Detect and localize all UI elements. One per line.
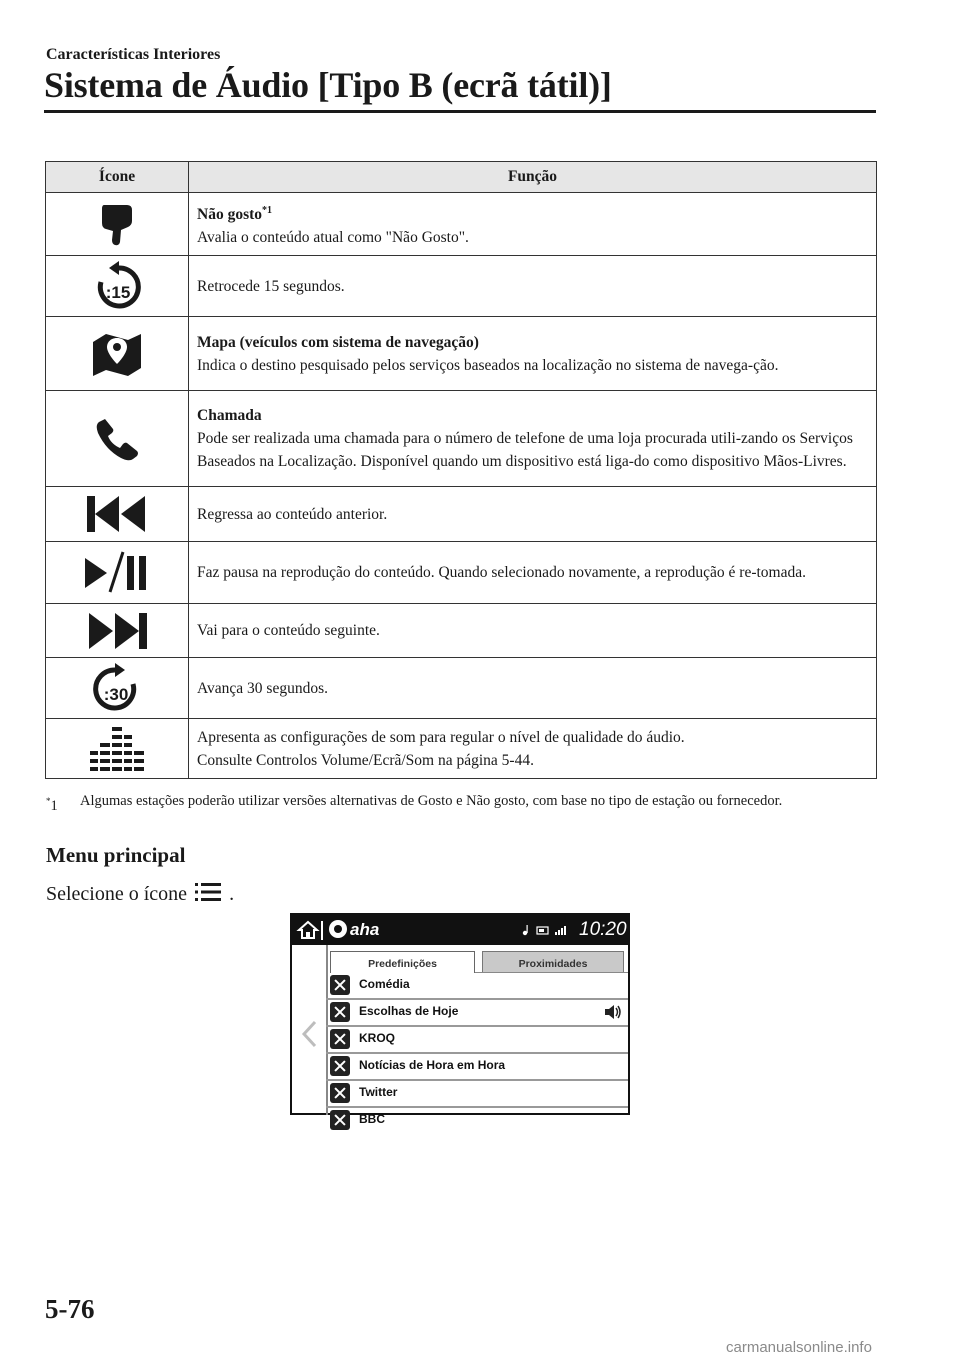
- station-list: [326, 973, 628, 1126]
- list-item-label: Twitter: [359, 1085, 398, 1099]
- table-row: [46, 487, 877, 542]
- clock: 10:20: [579, 919, 627, 940]
- function-description: Regressa ao conteúdo anterior.: [189, 487, 877, 542]
- title-rule: [44, 110, 876, 113]
- map-pin-icon: [90, 330, 144, 378]
- back-column[interactable]: [292, 945, 328, 1115]
- aha-screen-illustration: [290, 913, 630, 1126]
- list-item-label: KROQ: [359, 1031, 395, 1045]
- speaker-icon: [604, 1004, 622, 1025]
- app-name: aha: [350, 920, 380, 939]
- list-item-label: Notícias de Hora em Hora: [359, 1058, 506, 1072]
- list-item-label: Comédia: [359, 977, 410, 991]
- list-item-label: BBC: [359, 1112, 385, 1126]
- close-icon[interactable]: [330, 1056, 350, 1076]
- function-description: Vai para o conteúdo seguinte.: [189, 604, 877, 658]
- cross-reference: Consulte Controlos Volume/Ecrã/Som na página 5-44.: [197, 751, 534, 769]
- forward-30-icon: [89, 662, 145, 714]
- function-title: Chamada: [197, 407, 262, 425]
- thumbs-down-icon: [94, 201, 140, 247]
- column-header-icon: Ícone: [46, 162, 189, 193]
- table-header-row: [46, 162, 877, 193]
- watermark: carmanualsonline.info: [726, 1339, 872, 1356]
- screen-top-bar: [292, 915, 628, 945]
- top-bar-divider: [321, 921, 323, 940]
- chevron-left-icon[interactable]: [300, 1019, 318, 1049]
- tab-presets[interactable]: Predefinições: [330, 951, 475, 973]
- footnote-ref: *1: [262, 205, 273, 216]
- play-pause-icon: [83, 550, 151, 596]
- function-description: Apresenta as configurações de som para regular o nível de qualidade do áudio.: [197, 728, 685, 746]
- function-title: Não gosto: [197, 206, 263, 224]
- icon-label: :30: [103, 685, 129, 705]
- list-item[interactable]: [326, 1081, 628, 1108]
- close-icon[interactable]: [330, 1083, 350, 1103]
- home-icon[interactable]: [298, 920, 318, 945]
- footnote-asterisk: *: [46, 796, 51, 806]
- section-label: Características Interiores: [46, 46, 221, 63]
- close-icon[interactable]: [330, 975, 350, 995]
- status-icons: [522, 924, 574, 939]
- footnote-text: Algumas estações poderão utilizar versões alternativas de Gosto e Não gosto, com base no tipo de estação ou fornecedor.: [80, 793, 783, 809]
- instruction-text: [46, 882, 234, 908]
- aha-logo-icon: [329, 920, 347, 938]
- list-menu-icon: [195, 882, 221, 908]
- equalizer-icon: [88, 725, 146, 773]
- table-row: [46, 193, 877, 256]
- page-title: Sistema de Áudio [Tipo B (ecrã tátil)]: [44, 65, 612, 105]
- close-icon[interactable]: [330, 1110, 350, 1130]
- table-row: [46, 604, 877, 658]
- table-row: [46, 542, 877, 604]
- function-description: Pode ser realizada uma chamada para o número de telefone de uma loja procurada utili-zando os Serviços Baseados na Localização. Disponível quando um dispositivo está liga-do como dispositivo Mãos-Livres.: [197, 430, 853, 471]
- list-item-label: Escolhas de Hoje: [359, 1004, 459, 1018]
- icon-label: :15: [105, 283, 131, 303]
- list-item[interactable]: [326, 1027, 628, 1054]
- previous-track-icon: [85, 494, 149, 534]
- function-description: Retrocede 15 segundos.: [189, 256, 877, 317]
- function-description: Avalia o conteúdo atual como "Não Gosto".: [197, 229, 469, 247]
- instruction-before: Selecione o ícone: [46, 883, 188, 905]
- table-row: [46, 317, 877, 391]
- list-item[interactable]: [326, 973, 628, 1000]
- list-item[interactable]: [326, 1054, 628, 1081]
- table-row: [46, 391, 877, 487]
- table-row: [46, 256, 877, 317]
- list-item[interactable]: [326, 1000, 628, 1027]
- footnote-number: 1: [50, 797, 58, 814]
- next-track-icon: [85, 611, 149, 651]
- close-icon[interactable]: [330, 1029, 350, 1049]
- menu-heading: Menu principal: [46, 843, 186, 867]
- page-number: 5-76: [45, 1294, 95, 1324]
- function-description: Indica o destino pesquisado pelos serviços baseados na localização no sistema de navega-ção.: [197, 356, 779, 374]
- instruction-after: .: [229, 883, 235, 905]
- footnote: [46, 791, 876, 812]
- table-row: [46, 658, 877, 719]
- table-row: [46, 719, 877, 779]
- rewind-15-icon: [89, 260, 145, 312]
- icon-function-table: [45, 161, 877, 779]
- function-title: Mapa (veículos com sistema de navegação): [197, 333, 479, 351]
- function-description: Avança 30 segundos.: [189, 658, 877, 719]
- phone-icon: [93, 415, 141, 463]
- list-item[interactable]: [326, 1108, 628, 1126]
- close-icon[interactable]: [330, 1002, 350, 1022]
- column-header-function: Função: [189, 162, 877, 193]
- tab-nearby[interactable]: Proximidades: [482, 951, 624, 973]
- function-description: Faz pausa na reprodução do conteúdo. Quando selecionado novamente, a reprodução é re-tomada.: [189, 542, 877, 604]
